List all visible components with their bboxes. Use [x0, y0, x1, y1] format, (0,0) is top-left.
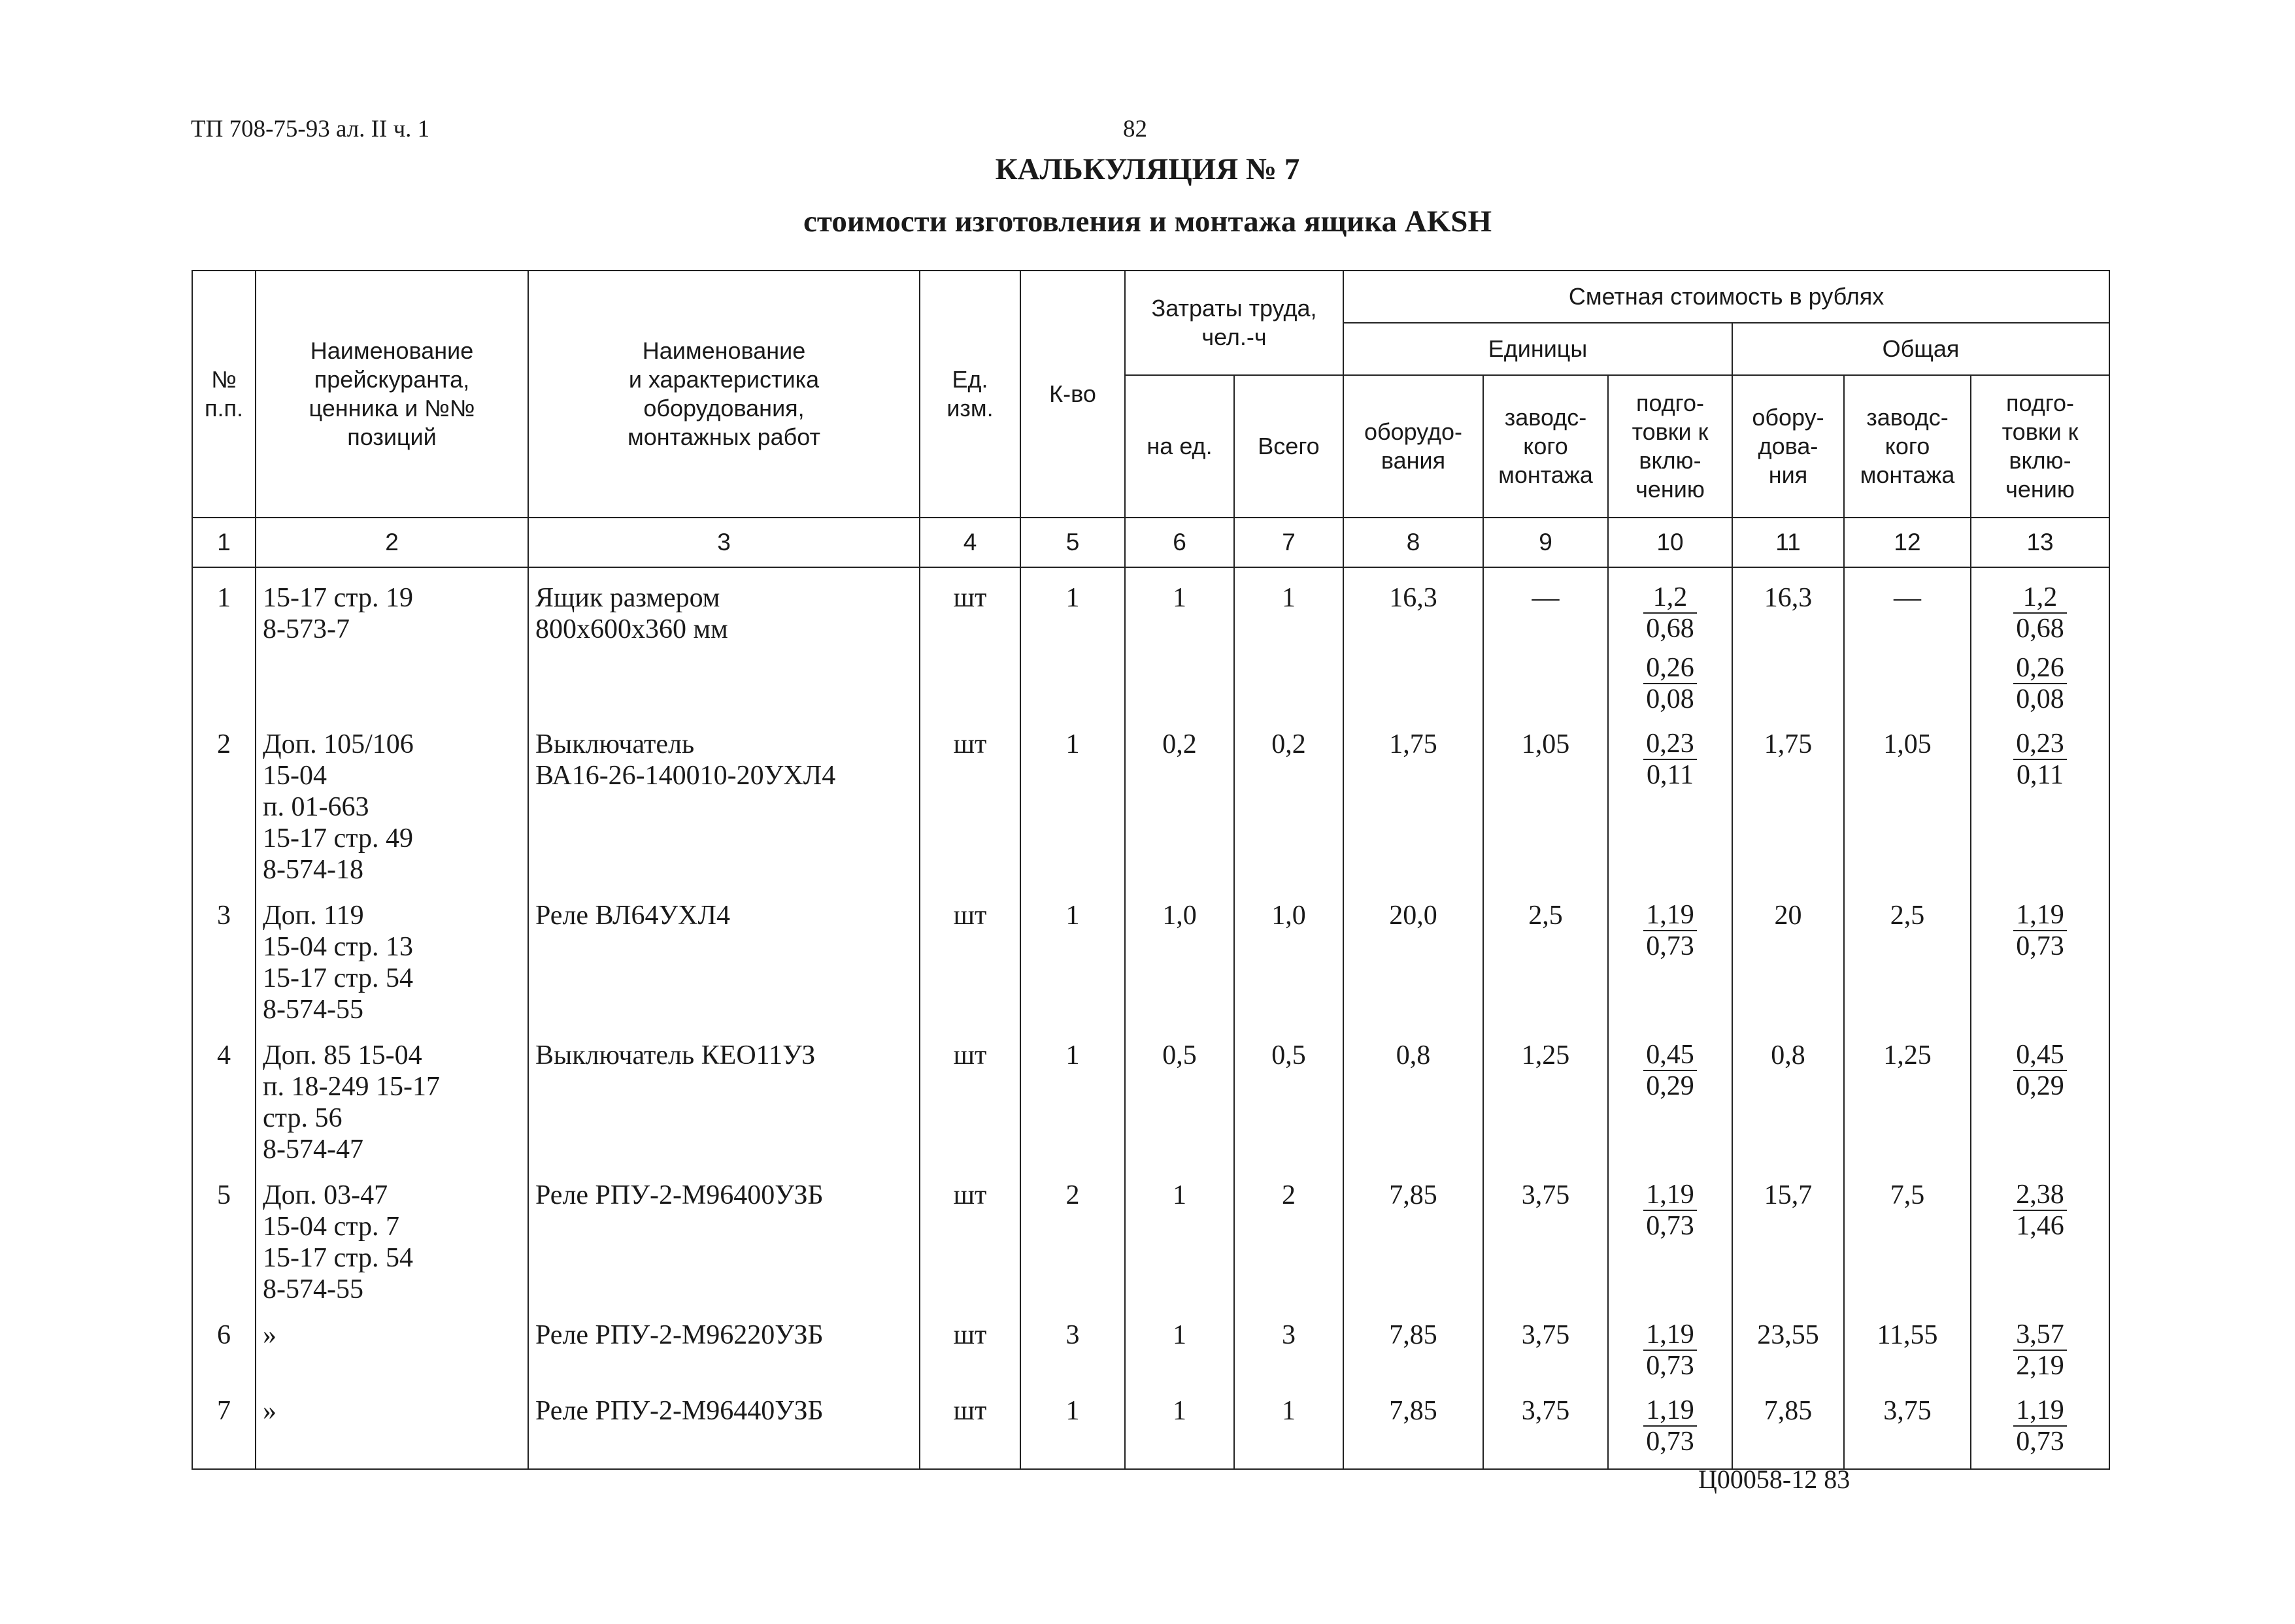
prep-cell [1608, 1305, 1732, 1381]
fraction-value [2013, 1040, 2067, 1101]
price-list-cell: Доп. 03-47 15-04 стр. 7 15-17 стр. 54 8-574-55 [256, 1165, 528, 1305]
prep-cell [1608, 1165, 1732, 1305]
column-number: 10 [1608, 518, 1732, 567]
labor-total-cell: 0,5 [1234, 1025, 1343, 1165]
fraction-numerator: 1,19 [1643, 1395, 1697, 1427]
qty-cell: 1 [1020, 567, 1125, 714]
equipment-cell: Реле ВЛ64УХЛ4 [528, 886, 920, 1025]
prep-total-cell [1971, 567, 2109, 714]
equip-cost-total-cell: 23,55 [1732, 1305, 1844, 1381]
document-subtitle: стоимости изготовления и монтажа ящика AKSH [803, 205, 1492, 239]
factory-install-cell: 1,05 [1483, 714, 1608, 886]
fraction-numerator: 0,26 [2013, 653, 2067, 684]
qty-cell: 1 [1020, 1025, 1125, 1165]
qty-cell: 3 [1020, 1305, 1125, 1381]
fraction-value [2013, 729, 2067, 790]
factory-install-total-cell: 11,55 [1844, 1305, 1971, 1381]
equip-cost-total-cell: 15,7 [1732, 1165, 1844, 1305]
fraction-numerator: 0,45 [2013, 1040, 2067, 1071]
labor-total-cell: 1 [1234, 567, 1343, 714]
header-qty: К-во [1020, 271, 1125, 518]
fraction-denominator: 0,73 [1646, 931, 1694, 961]
prep-total-cell [1971, 886, 2109, 1025]
fraction-denominator: 1,46 [2016, 1211, 2064, 1241]
factory-install-cell: 3,75 [1483, 1381, 1608, 1469]
qty-cell: 1 [1020, 714, 1125, 886]
factory-install-cell: — [1483, 567, 1608, 714]
header-price-list: Наименование прейскуранта, ценника и №№ позиций [256, 271, 528, 518]
unit-cell: шт [920, 1381, 1020, 1469]
fraction-value [1643, 900, 1697, 961]
equip-cost-total-cell: 20 [1732, 886, 1844, 1025]
row-number: 6 [192, 1305, 256, 1381]
labor-per-unit-cell: 1 [1125, 1165, 1234, 1305]
factory-install-cell: 3,75 [1483, 1305, 1608, 1381]
factory-install-total-cell: 2,5 [1844, 886, 1971, 1025]
fraction-numerator: 0,45 [1643, 1040, 1697, 1071]
table-row [192, 1025, 2109, 1165]
price-list-cell: 15-17 стр. 19 8-573-7 [256, 567, 528, 714]
qty-cell: 2 [1020, 1165, 1125, 1305]
column-number: 7 [1234, 518, 1343, 567]
fraction-value [2013, 1180, 2067, 1241]
table-row [192, 1305, 2109, 1381]
equipment-cell: Реле РПУ-2-М96440УЗБ [528, 1381, 920, 1469]
header-labor-total: Всего [1234, 375, 1343, 518]
qty-cell: 1 [1020, 886, 1125, 1025]
factory-install-cell: 1,25 [1483, 1025, 1608, 1165]
factory-install-cell: 3,75 [1483, 1165, 1608, 1305]
column-number: 5 [1020, 518, 1125, 567]
equip-cost-total-cell: 1,75 [1732, 714, 1844, 886]
row-number: 7 [192, 1381, 256, 1469]
fraction-numerator: 1,2 [1643, 582, 1697, 614]
header-cost-unit: Единицы [1343, 323, 1732, 375]
column-number: 11 [1732, 518, 1844, 567]
header-equip-cost: оборудо- вания [1343, 375, 1483, 518]
unit-cell: шт [920, 886, 1020, 1025]
fraction-denominator: 0,29 [1646, 1071, 1694, 1101]
unit-cell: шт [920, 567, 1020, 714]
equip-cost-cell: 7,85 [1343, 1381, 1483, 1469]
footer-code: Ц00058-12 83 [1698, 1465, 1851, 1494]
fraction-denominator: 0,73 [2016, 1427, 2064, 1457]
header-prep: подго- товки к вклю- чению [1608, 375, 1732, 518]
fraction-numerator: 1,19 [1643, 900, 1697, 931]
fraction-denominator: 0,73 [1646, 1211, 1694, 1241]
row-number: 5 [192, 1165, 256, 1305]
equip-cost-cell: 16,3 [1343, 567, 1483, 714]
factory-install-total-cell: — [1844, 567, 1971, 714]
fraction-value [2013, 1395, 2067, 1457]
prep-cell [1608, 714, 1732, 886]
unit-cell: шт [920, 1165, 1020, 1305]
factory-install-cell: 2,5 [1483, 886, 1608, 1025]
labor-total-cell: 0,2 [1234, 714, 1343, 886]
prep-total-cell [1971, 1305, 2109, 1381]
prep-total-cell [1971, 1025, 2109, 1165]
price-list-cell: Доп. 119 15-04 стр. 13 15-17 стр. 54 8-574-55 [256, 886, 528, 1025]
header-equipment: Наименование и характеристика оборудования, монтажных работ [528, 271, 920, 518]
fraction-value [1643, 582, 1697, 644]
fraction-value [1643, 729, 1697, 790]
equip-cost-cell: 7,85 [1343, 1305, 1483, 1381]
header-factory-install: заводс- кого монтажа [1483, 375, 1608, 518]
calculation-table [192, 270, 2110, 1470]
table-body [192, 567, 2109, 1469]
prep-total-cell [1971, 1165, 2109, 1305]
equipment-cell: Выключатель ВА16-26-140010-20УХЛ4 [528, 714, 920, 886]
column-number-row [192, 518, 2109, 567]
equip-cost-cell: 7,85 [1343, 1165, 1483, 1305]
fraction-value [2013, 653, 2067, 714]
prep-total-cell [1971, 1381, 2109, 1469]
factory-install-total-cell: 1,25 [1844, 1025, 1971, 1165]
factory-install-total-cell: 1,05 [1844, 714, 1971, 886]
fraction-denominator: 0,29 [2016, 1071, 2064, 1101]
equipment-cell: Ящик размером 800x600x360 мм [528, 567, 920, 714]
labor-per-unit-cell: 1 [1125, 567, 1234, 714]
fraction-denominator: 0,73 [2016, 931, 2064, 961]
column-number: 4 [920, 518, 1020, 567]
column-number: 8 [1343, 518, 1483, 567]
unit-cell: шт [920, 1305, 1020, 1381]
document-title: КАЛЬКУЛЯЦИЯ № 7 [995, 152, 1300, 186]
labor-total-cell: 2 [1234, 1165, 1343, 1305]
equip-cost-total-cell: 7,85 [1732, 1381, 1844, 1469]
equipment-cell: Реле РПУ-2-М96400УЗБ [528, 1165, 920, 1305]
fraction-value [1643, 1319, 1697, 1381]
prep-cell [1608, 1025, 1732, 1165]
header-cost-total: Общая [1732, 323, 2109, 375]
table-row [192, 714, 2109, 886]
column-number: 13 [1971, 518, 2109, 567]
factory-install-total-cell: 7,5 [1844, 1165, 1971, 1305]
fraction-numerator: 3,57 [2013, 1319, 2067, 1351]
labor-per-unit-cell: 0,2 [1125, 714, 1234, 886]
fraction-value [1643, 1180, 1697, 1241]
equip-cost-cell: 20,0 [1343, 886, 1483, 1025]
fraction-denominator: 0,73 [1646, 1351, 1694, 1381]
equipment-cell: Выключатель КЕО11УЗ [528, 1025, 920, 1165]
equip-cost-total-cell: 0,8 [1732, 1025, 1844, 1165]
unit-cell: шт [920, 1025, 1020, 1165]
header-num: № п.п. [192, 271, 256, 518]
fraction-denominator: 2,19 [2016, 1351, 2064, 1381]
fraction-numerator: 1,19 [1643, 1180, 1697, 1211]
fraction-numerator: 0,26 [1643, 653, 1697, 684]
fraction-numerator: 2,38 [2013, 1180, 2067, 1211]
fraction-value [2013, 900, 2067, 961]
equipment-cell: Реле РПУ-2-М96220УЗБ [528, 1305, 920, 1381]
table-row [192, 1381, 2109, 1469]
table-row [192, 886, 2109, 1025]
header-equip-cost-total: обору- дова- ния [1732, 375, 1844, 518]
labor-per-unit-cell: 0,5 [1125, 1025, 1234, 1165]
row-number: 3 [192, 886, 256, 1025]
equip-cost-total-cell: 16,3 [1732, 567, 1844, 714]
fraction-numerator: 1,19 [2013, 900, 2067, 931]
equip-cost-cell: 1,75 [1343, 714, 1483, 886]
labor-per-unit-cell: 1 [1125, 1305, 1234, 1381]
column-number: 3 [528, 518, 920, 567]
fraction-denominator: 0,68 [1646, 614, 1694, 644]
fraction-numerator: 0,23 [2013, 729, 2067, 760]
price-list-cell: Доп. 85 15-04 п. 18-249 15-17 стр. 56 8-574-47 [256, 1025, 528, 1165]
fraction-numerator: 0,23 [1643, 729, 1697, 760]
fraction-denominator: 0,08 [2016, 684, 2064, 714]
row-number: 2 [192, 714, 256, 886]
row-number: 4 [192, 1025, 256, 1165]
fraction-numerator: 1,19 [2013, 1395, 2067, 1427]
header-unit: Ед. изм. [920, 271, 1020, 518]
fraction-value [1643, 1395, 1697, 1457]
fraction-denominator: 0,68 [2016, 614, 2064, 644]
fraction-value [1643, 1040, 1697, 1101]
header-prep-total: подго- товки к вклю- чению [1971, 375, 2109, 518]
table-row [192, 1165, 2109, 1305]
fraction-numerator: 1,2 [2013, 582, 2067, 614]
labor-per-unit-cell: 1 [1125, 1381, 1234, 1469]
table-row [192, 567, 2109, 714]
column-number: 2 [256, 518, 528, 567]
labor-total-cell: 1,0 [1234, 886, 1343, 1025]
column-number: 6 [1125, 518, 1234, 567]
price-list-cell: » [256, 1305, 528, 1381]
qty-cell: 1 [1020, 1381, 1125, 1469]
fraction-denominator: 0,73 [1646, 1427, 1694, 1457]
labor-total-cell: 3 [1234, 1305, 1343, 1381]
equip-cost-cell: 0,8 [1343, 1025, 1483, 1165]
fraction-value [1643, 653, 1697, 714]
column-number: 1 [192, 518, 256, 567]
fraction-denominator: 0,11 [1647, 760, 1694, 790]
fraction-denominator: 0,08 [1646, 684, 1694, 714]
fraction-numerator: 1,19 [1643, 1319, 1697, 1351]
row-number: 1 [192, 567, 256, 714]
prep-cell [1608, 886, 1732, 1025]
prep-cell [1608, 1381, 1732, 1469]
header-labor-per-unit: на ед. [1125, 375, 1234, 518]
column-number: 9 [1483, 518, 1608, 567]
labor-per-unit-cell: 1,0 [1125, 886, 1234, 1025]
labor-total-cell: 1 [1234, 1381, 1343, 1469]
price-list-cell: Доп. 105/106 15-04 п. 01-663 15-17 стр. 49 8-574-18 [256, 714, 528, 886]
factory-install-total-cell: 3,75 [1844, 1381, 1971, 1469]
fraction-value [2013, 582, 2067, 644]
prep-total-cell [1971, 714, 2109, 886]
fraction-value [2013, 1319, 2067, 1381]
column-number: 12 [1844, 518, 1971, 567]
prep-cell [1608, 567, 1732, 714]
document-code: ТП 708-75-93 ал. II ч. 1 [191, 116, 430, 142]
header-cost: Сметная стоимость в рублях [1343, 271, 2109, 323]
header-labor: Затраты труда, чел.-ч [1125, 271, 1343, 375]
price-list-cell: » [256, 1381, 528, 1469]
header-factory-install-total: заводс- кого монтажа [1844, 375, 1971, 518]
unit-cell: шт [920, 714, 1020, 886]
fraction-denominator: 0,11 [2017, 760, 2064, 790]
page-number: 82 [1123, 116, 1147, 142]
